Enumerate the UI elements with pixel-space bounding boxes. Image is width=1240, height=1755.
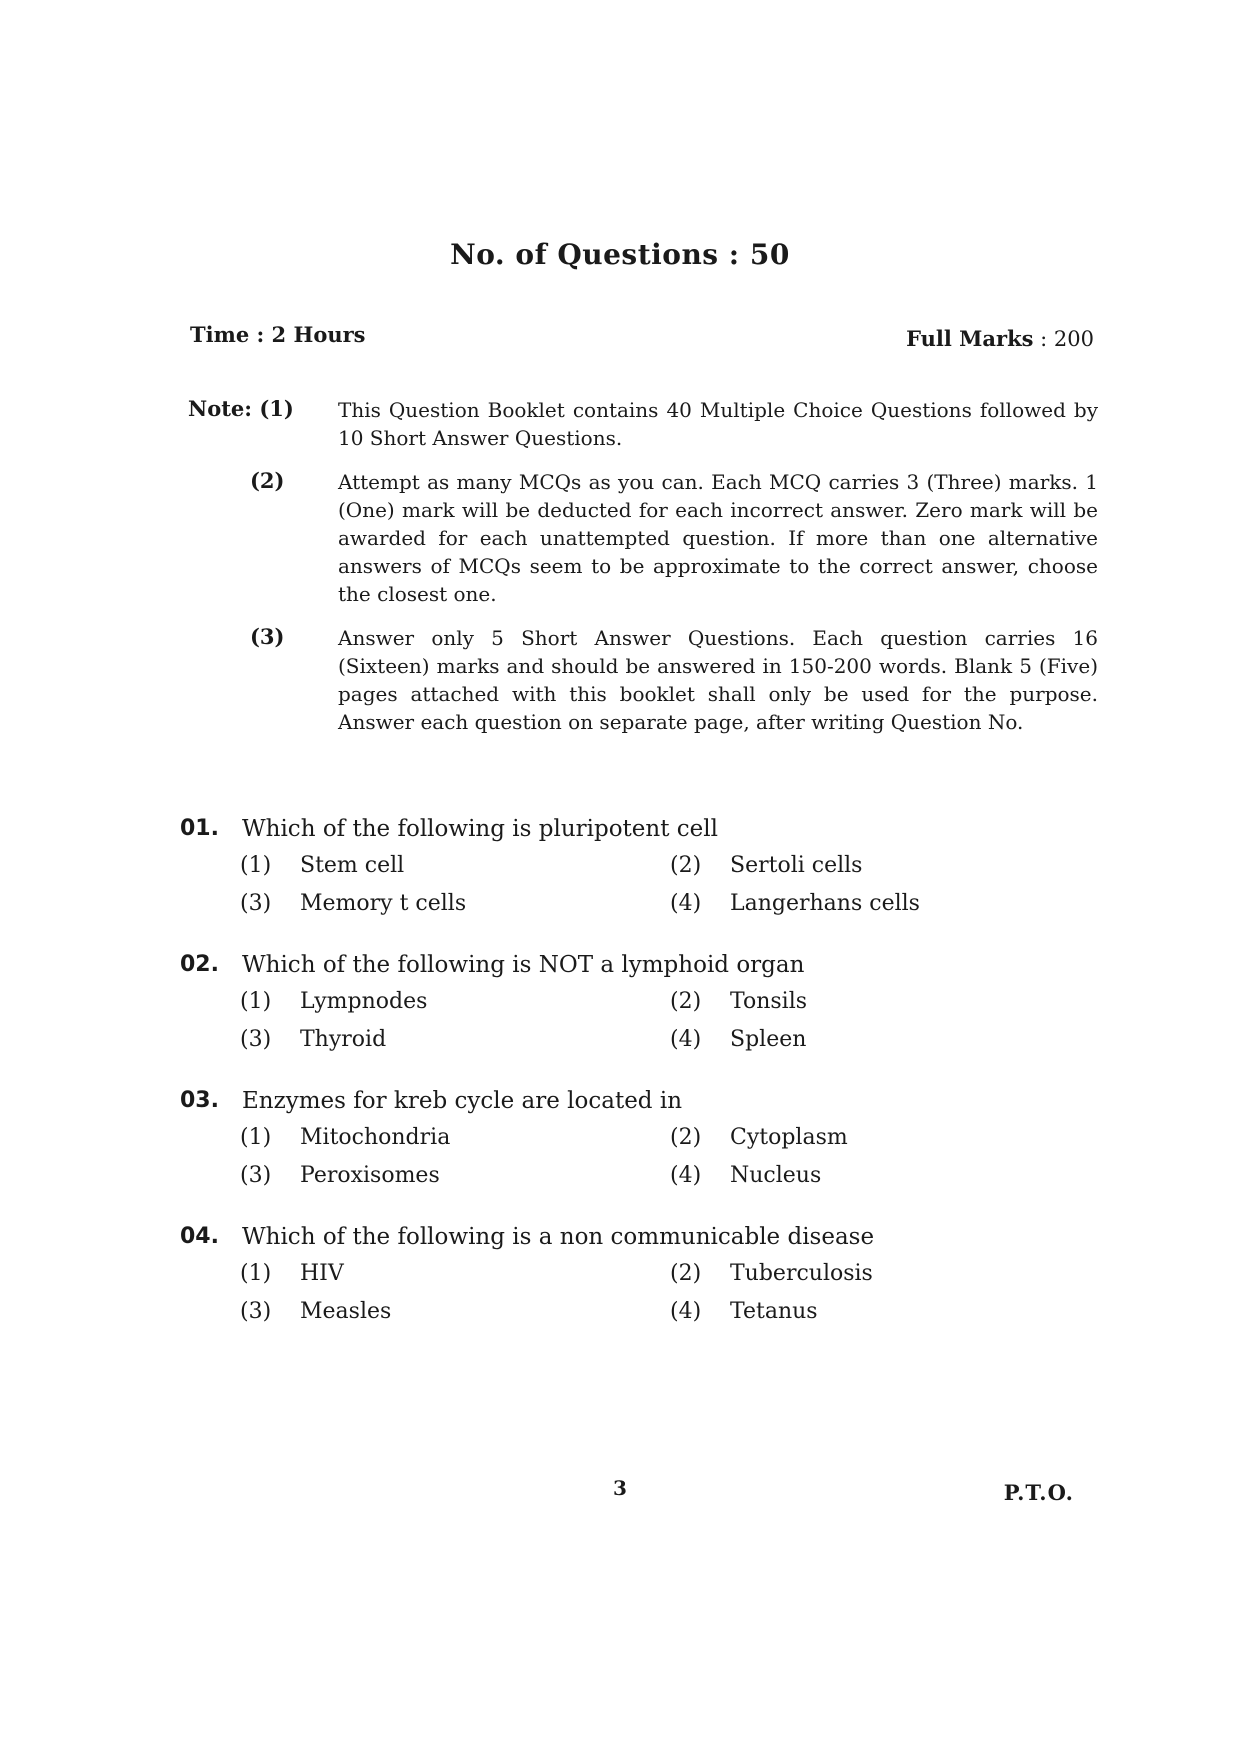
- note-number: (3): [250, 624, 285, 649]
- question-line: [180, 1084, 1080, 1118]
- question-item: [180, 812, 1080, 920]
- option-item: [670, 1122, 1070, 1154]
- option-item: [240, 1296, 670, 1328]
- option-number: (4): [670, 891, 702, 916]
- full-marks-value: : 200: [1040, 327, 1094, 351]
- option-item: [240, 888, 670, 920]
- option-text: Memory t cells: [300, 891, 467, 916]
- option-item: [670, 850, 1070, 882]
- full-marks: [906, 326, 1094, 351]
- note-head: [188, 624, 338, 736]
- option-number: (3): [240, 1027, 272, 1052]
- questions-list: [180, 812, 1080, 1356]
- option-text: Tetanus: [730, 1299, 818, 1324]
- question-number: 03.: [180, 1088, 219, 1113]
- note-item: [188, 468, 1108, 608]
- option-text: Tonsils: [730, 989, 808, 1014]
- time-label: Time : 2 Hours: [190, 322, 366, 347]
- option-number: (4): [670, 1163, 702, 1188]
- question-number: 04.: [180, 1224, 219, 1249]
- option-item: [240, 850, 670, 882]
- page-title: No. of Questions : 50: [450, 238, 790, 271]
- option-number: (1): [240, 853, 272, 878]
- option-grid: [240, 1122, 1080, 1192]
- option-text: Tuberculosis: [730, 1261, 873, 1286]
- option-text: Nucleus: [730, 1163, 822, 1188]
- option-text: Thyroid: [300, 1027, 387, 1052]
- option-number: (2): [670, 853, 702, 878]
- option-item: [670, 1258, 1070, 1290]
- note-label: Note:: [188, 396, 253, 421]
- note-item: [188, 624, 1108, 736]
- pto-label: P.T.O.: [1003, 1480, 1074, 1505]
- option-item: [240, 1160, 670, 1192]
- option-number: (2): [670, 1261, 702, 1286]
- question-line: [180, 812, 1080, 846]
- note-head: [188, 468, 338, 608]
- option-number: (1): [240, 989, 272, 1014]
- option-number: (1): [240, 1125, 272, 1150]
- option-text: Mitochondria: [300, 1125, 451, 1150]
- option-text: Sertoli cells: [730, 853, 863, 878]
- full-marks-label: Full Marks: [906, 326, 1034, 351]
- option-item: [670, 888, 1070, 920]
- option-number: (3): [240, 891, 272, 916]
- option-text: Langerhans cells: [730, 891, 920, 916]
- option-text: Cytoplasm: [730, 1125, 848, 1150]
- option-item: [240, 1122, 670, 1154]
- question-item: [180, 1084, 1080, 1192]
- option-text: Spleen: [730, 1027, 807, 1052]
- option-item: [670, 986, 1070, 1018]
- note-number: (1): [259, 396, 294, 421]
- option-text: HIV: [300, 1261, 344, 1286]
- option-number: (4): [670, 1299, 702, 1324]
- option-number: (4): [670, 1027, 702, 1052]
- option-text: Peroxisomes: [300, 1163, 440, 1188]
- option-number: (1): [240, 1261, 272, 1286]
- option-item: [240, 1024, 670, 1056]
- question-text: Which of the following is NOT a lymphoid organ: [242, 952, 805, 978]
- option-grid: [240, 1258, 1080, 1328]
- option-number: (2): [670, 1125, 702, 1150]
- option-text: Lympnodes: [300, 989, 428, 1014]
- question-item: [180, 948, 1080, 1056]
- option-number: (3): [240, 1163, 272, 1188]
- question-number: 01.: [180, 816, 219, 841]
- option-number: (2): [670, 989, 702, 1014]
- question-number: 02.: [180, 952, 219, 977]
- question-text: Which of the following is a non communicable disease: [242, 1224, 875, 1250]
- option-item: [240, 986, 670, 1018]
- note-text: Attempt as many MCQs as you can. Each MCQ carries 3 (Three) marks. 1 (One) mark will be deducted for each incorrect answer. Zero mark will be awarded for each unattempted question. If more than one alternative answers of MCQs seem to be approximate to the correct answer, choose the closest one.: [338, 470, 1098, 606]
- question-item: [180, 1220, 1080, 1328]
- option-text: Stem cell: [300, 853, 405, 878]
- option-text: Measles: [300, 1299, 392, 1324]
- option-grid: [240, 850, 1080, 920]
- option-item: [670, 1160, 1070, 1192]
- option-number: (3): [240, 1299, 272, 1324]
- note-text: This Question Booklet contains 40 Multiple Choice Questions followed by 10 Short Answer Questions.: [338, 398, 1098, 450]
- option-item: [670, 1296, 1070, 1328]
- question-text: Which of the following is pluripotent cell: [242, 816, 718, 842]
- option-grid: [240, 986, 1080, 1056]
- note-head: [188, 396, 338, 452]
- page-number: 3: [613, 1476, 627, 1500]
- option-item: [670, 1024, 1070, 1056]
- question-text: Enzymes for kreb cycle are located in: [242, 1088, 683, 1114]
- question-line: [180, 948, 1080, 982]
- notes-section: [188, 396, 1108, 752]
- note-item: [188, 396, 1108, 452]
- note-text: Answer only 5 Short Answer Questions. Each question carries 16 (Sixteen) marks and should be answered in 150-200 words. Blank 5 (Five) pages attached with this booklet shall only be used for the purpose. Answer each question on separate page, after writing Question No.: [338, 626, 1098, 734]
- note-number: (2): [250, 468, 285, 493]
- question-line: [180, 1220, 1080, 1254]
- option-item: [240, 1258, 670, 1290]
